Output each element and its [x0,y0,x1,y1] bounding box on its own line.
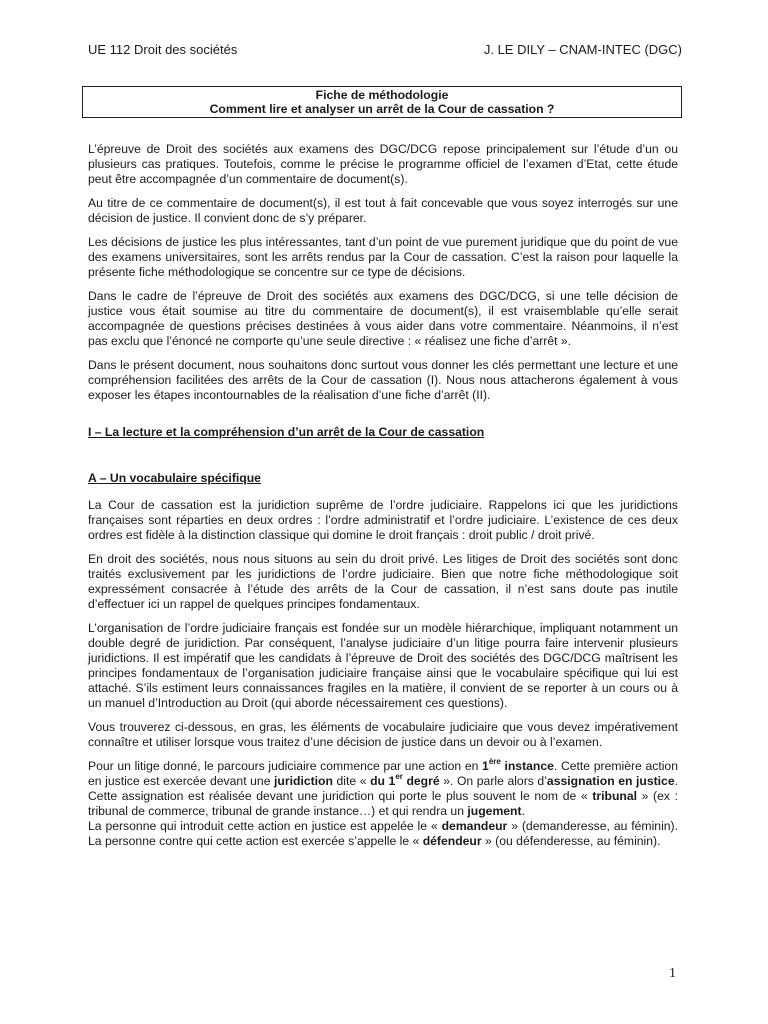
text-run: . Cette première action en justice est exercée devant une [88,759,678,788]
text-run: . [521,804,525,818]
intro-paragraph-3: Les décisions de justice les plus intéressantes, tant d’un point de vue purement juridique que du point de vue des examens universitaires, sont les arrêts rendus par la Cour de cassation. C’est la raison pour laquelle la présente fiche méthodologique se concentre sur ce type de décisions. [88,235,678,279]
section-a-paragraph-5 [88,759,678,819]
term-tribunal: tribunal [592,789,637,803]
title-box [82,86,682,118]
text-run: » (ou défenderesse, au féminin). [481,834,661,848]
text-run: » (demanderesse, au féminin). La personne contre qui cette action est exercée s’appelle le « [88,819,678,848]
section-a-paragraph-6 [88,819,678,849]
section-a-paragraph-1: La Cour de cassation est la juridiction suprême de l’ordre judiciaire. Rappelons ici que les juridictions françaises sont réparties en deux ordres : l’ordre administratif et l’ordre judiciaire. L’existence de ces deux ordres est fidèle à la distinction classique qui domine le droit français : droit public / droit privé. [88,498,678,542]
intro-paragraph-4: Dans le cadre de l’épreuve de Droit des sociétés aux examens des DGC/DCG, si une telle décision de justice vous était soumise au titre du commentaire de document(s), il est vraisemblable qu’elle serait accompagnée de questions précises destinées à vous aider dans votre commentaire. Néanmoins, il n’est pas exclu que l’énoncé ne comporte qu’une seule directive : « réalisez une fiche d’arrêt ». [88,289,678,348]
intro-paragraph-5: Dans le présent document, nous souhaitons donc surtout vous donner les clés permettant une lecture et une compréhension facilitées des arrêts de la Cour de cassation (I). Nous nous attacherons également à vous exposer les étapes incontournables de la réalisation d’une fiche d’arrêt (II). [88,358,678,402]
header-author: J. LE DILY – CNAM-INTEC (DGC) [483,42,682,57]
section-a-paragraph-3: L’organisation de l’ordre judiciaire français est fondée sur un modèle hiérarchique, impliquant notamment un double degré de juridiction. Par conséquent, l’analyse judiciaire d’un litige pourra faire intervenir plusieurs juridictions. Il est impératif que les candidats à l’épreuve de Droit des sociétés des DGC/DCG maîtrisent les principes fondamentaux de l’organisation judiciaire française ainsi que le vocabulaire spécifique qui lui est attaché. S’ils estiment leurs connaissances fragiles en la matière, il convient de se reporter à un cours ou à un manuel d’Introduction au Droit (qui aborde nécessairement ces questions). [88,621,678,710]
intro-paragraph-1: L’épreuve de Droit des sociétés aux examens des DGC/DCG repose principalement sur l’étude d’un ou plusieurs cas pratiques. Toutefois, comme le précise le programme officiel de l’examen d’Etat, cette étude peut être accompagnée d’un commentaire de document(s). [88,142,678,186]
term-assignation: assignation en justice [546,774,675,788]
section-a-heading: A – Un vocabulaire spécifique [88,471,261,485]
page-number: 1 [669,966,676,981]
text-run: Pour un litige donné, le parcours judiciaire commence par une action en [88,759,483,773]
title-line-1: Fiche de méthodologie [315,88,449,102]
text-run: . Cette assignation est réalisée devant une juridiction qui porte le plus souvent le nom de « [88,774,678,803]
text-run: La personne qui introduit cette action en justice est appelée le « [88,819,442,833]
superscript-er: er [395,772,403,781]
term-du-1: du 1 [370,774,396,788]
text-run: » (ex : tribunal de commerce, tribunal de grande instance…) et qui rendra un [88,789,678,818]
page-header [82,42,682,60]
text-run: ». On parle alors d’ [439,774,547,788]
term-instance: instance [500,759,554,773]
term-defendeur: défendeur [422,834,482,848]
section-1-heading: I – La lecture et la compréhension d’un arrêt de la Cour de cassation [88,425,485,439]
document-body [88,142,678,858]
superscript-ere: ère [488,757,501,766]
term-demandeur: demandeur [441,819,508,833]
intro-paragraph-2: Au titre de ce commentaire de document(s), il est tout à fait concevable que vous soyez interrogés sur une décision de justice. Il convient donc de s’y préparer. [88,196,678,225]
term-first: 1 [482,759,489,773]
header-course: UE 112 Droit des sociétés [88,42,238,57]
section-a-paragraph-2: En droit des sociétés, nous nous situons au sein du droit privé. Les litiges de Droit des sociétés sont donc traités exclusivement par les juridictions de l’ordre judiciaire. Bien que notre fiche méthodologique soit expressément consacrée à l’étude des arrêts de la Cour de cassation, il n’est sans doute pas inutile d’effectuer ici un rappel de quelques principes fondamentaux. [88,552,678,611]
text-run: dite « [332,774,371,788]
term-degre: degré [402,774,440,788]
term-jugement: jugement [467,804,522,818]
section-a-paragraph-4: Vous trouverez ci-dessous, en gras, les éléments de vocabulaire judiciaire que vous devez impérativement connaître et utiliser lorsque vous traitez d’une décision de justice dans un devoir ou à l’examen. [88,720,678,749]
title-line-2: Comment lire et analyser un arrêt de la Cour de cassation ? [209,102,555,116]
term-juridiction: juridiction [274,774,333,788]
